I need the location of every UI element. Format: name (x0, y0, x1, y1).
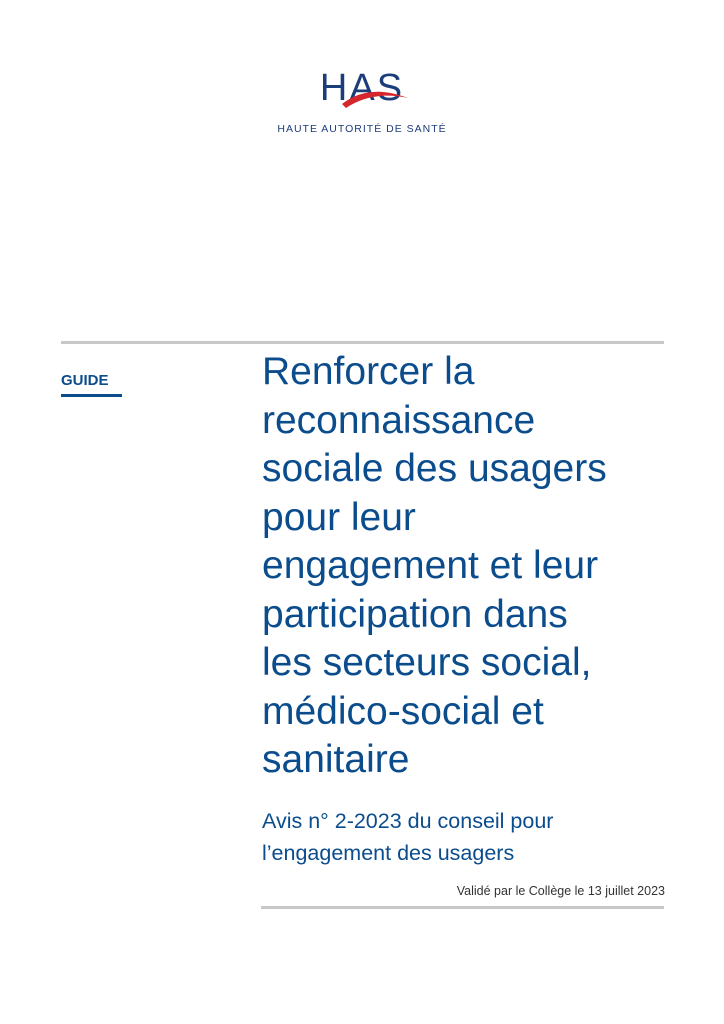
has-logo-mark (312, 66, 412, 114)
title-line: sociale des usagers (262, 447, 607, 490)
title-line: pour leur (262, 495, 416, 539)
subtitle-line: Avis n° 2-2023 du conseil pour (262, 809, 554, 833)
validation-date: Validé par le Collège le 13 juillet 2023 (456, 884, 665, 898)
bottom-divider (261, 906, 664, 909)
top-divider (61, 341, 664, 344)
title-line: reconnaissance (262, 398, 536, 442)
title-line: médico-social et (262, 689, 544, 733)
title-line: les secteurs social, (262, 641, 592, 684)
title-line: Renforcer la (262, 350, 475, 393)
title-line: participation dans (262, 592, 568, 636)
has-logo (0, 66, 724, 135)
title-line: engagement et leur (262, 544, 599, 587)
logo-letters: HAS (319, 67, 405, 109)
subtitle-line: l’engagement des usagers (262, 841, 515, 865)
document-type-label: GUIDE (61, 372, 122, 397)
logo-subtitle: HAUTE AUTORITÉ DE SANTÉ (277, 123, 447, 135)
logo-swoosh-icon (312, 66, 412, 114)
document-subtitle (262, 805, 662, 869)
document-title (262, 348, 662, 785)
title-line: sanitaire (262, 738, 410, 781)
